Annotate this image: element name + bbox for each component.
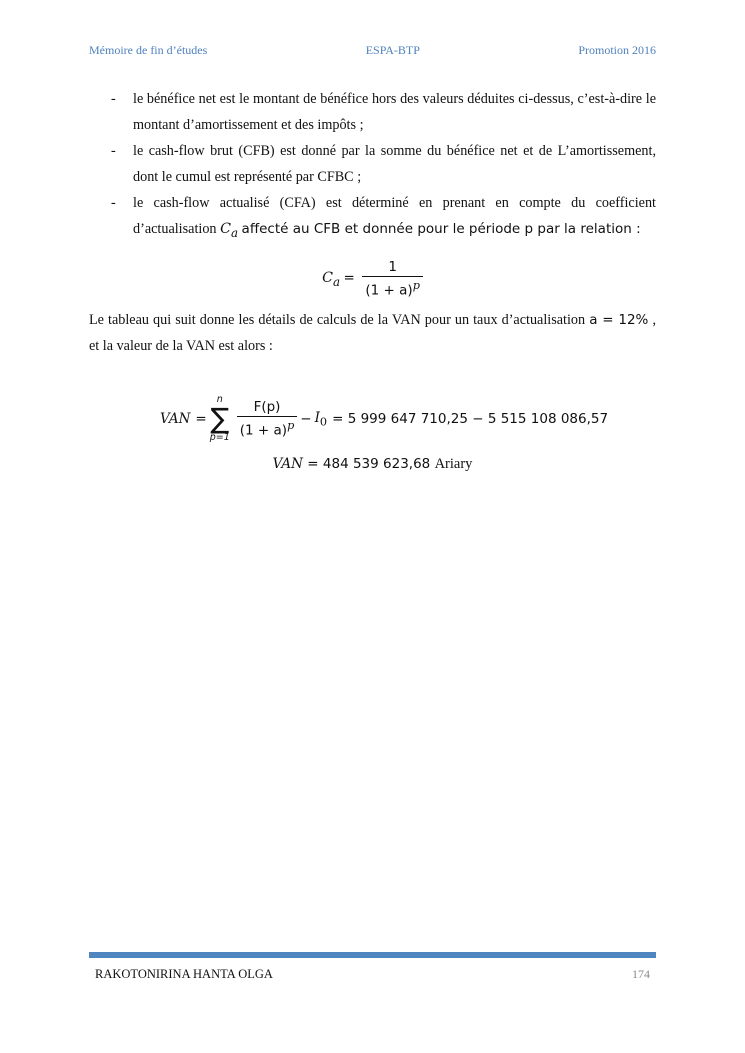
header-left: Mémoire de fin d’études	[89, 43, 208, 57]
footer-bar	[89, 952, 656, 958]
page-header	[89, 43, 656, 58]
page-number: 174	[632, 967, 650, 981]
equation-van-rhs: = 5 999 647 710,25 − 5 515 108 086,57	[332, 411, 609, 427]
bullet-item	[89, 86, 656, 138]
equation-result-lhs: VAN	[272, 456, 303, 472]
equation-result-unit: Ariary	[434, 456, 473, 472]
footer-author: RAKOTONIRINA HANTA OLGA	[95, 967, 273, 981]
bullet-text: le cash-flow brut (CFB) est donné par la somme du bénéfice net et de L’amortissement, dont le cumul est représenté par CFBC ;	[133, 143, 656, 185]
bullet-item	[89, 138, 656, 190]
bullet-dash: -	[111, 91, 116, 107]
bullet-text-before: le cash-flow actualisé (CFA) est déterminé en prenant en compte du coefficient d’actualisation	[133, 195, 656, 237]
sigma-glyph: ∑	[210, 402, 230, 435]
equation-van-equals: =	[195, 411, 207, 427]
equation-ca	[89, 258, 656, 300]
bullet-dash: -	[111, 143, 116, 159]
equation-ca-equals: =	[343, 269, 355, 286]
paragraph-text-after: , et la valeur de la VAN est alors :	[89, 312, 656, 355]
paragraph	[89, 307, 656, 359]
page-content	[89, 86, 656, 359]
equation-van-i0: $I_0$	[314, 409, 328, 429]
equation-van-denominator: $(1 + a)^p$	[239, 419, 295, 439]
paragraph-text-before: Le tableau qui suit donne les détails de calculs de la VAN pour un taux d’actualisation	[89, 312, 586, 329]
equation-van	[160, 395, 640, 443]
equation-result	[0, 456, 745, 473]
bullet-item	[89, 190, 656, 246]
header-center: ESPA-BTP	[365, 43, 420, 57]
equation-ca-fraction	[362, 258, 423, 300]
equation-van-minus: −	[300, 411, 312, 427]
paragraph-math: a = 12%	[589, 312, 649, 329]
equation-ca-denominator: $(1 + a)^p$	[365, 278, 420, 299]
bullet-text	[133, 190, 656, 246]
sum-upper: n	[216, 394, 223, 405]
sum-lower: p=1	[209, 432, 230, 443]
ca-symbol: $C_a$	[220, 221, 238, 240]
bullet-text-after: affecté au CFB et donnée pour le période p par la relation :	[241, 221, 641, 237]
sum-symbol	[210, 395, 230, 443]
equation-result-rhs: = 484 539 623,68	[307, 456, 431, 472]
bullet-dash: -	[111, 195, 116, 211]
equation-van-fraction	[237, 398, 298, 440]
header-right: Promotion 2016	[578, 43, 656, 57]
equation-van-numerator: F(p)	[237, 398, 298, 417]
equation-ca-numerator: 1	[362, 258, 423, 277]
bullet-text: le bénéfice net est le montant de bénéfice hors des valeurs déduites ci-dessus, c’est-à-dire le montant d’amortissement et des impôts ;	[133, 91, 656, 133]
equation-ca-lhs: $C_a$	[322, 269, 340, 289]
equation-van-lhs: VAN	[160, 411, 191, 427]
